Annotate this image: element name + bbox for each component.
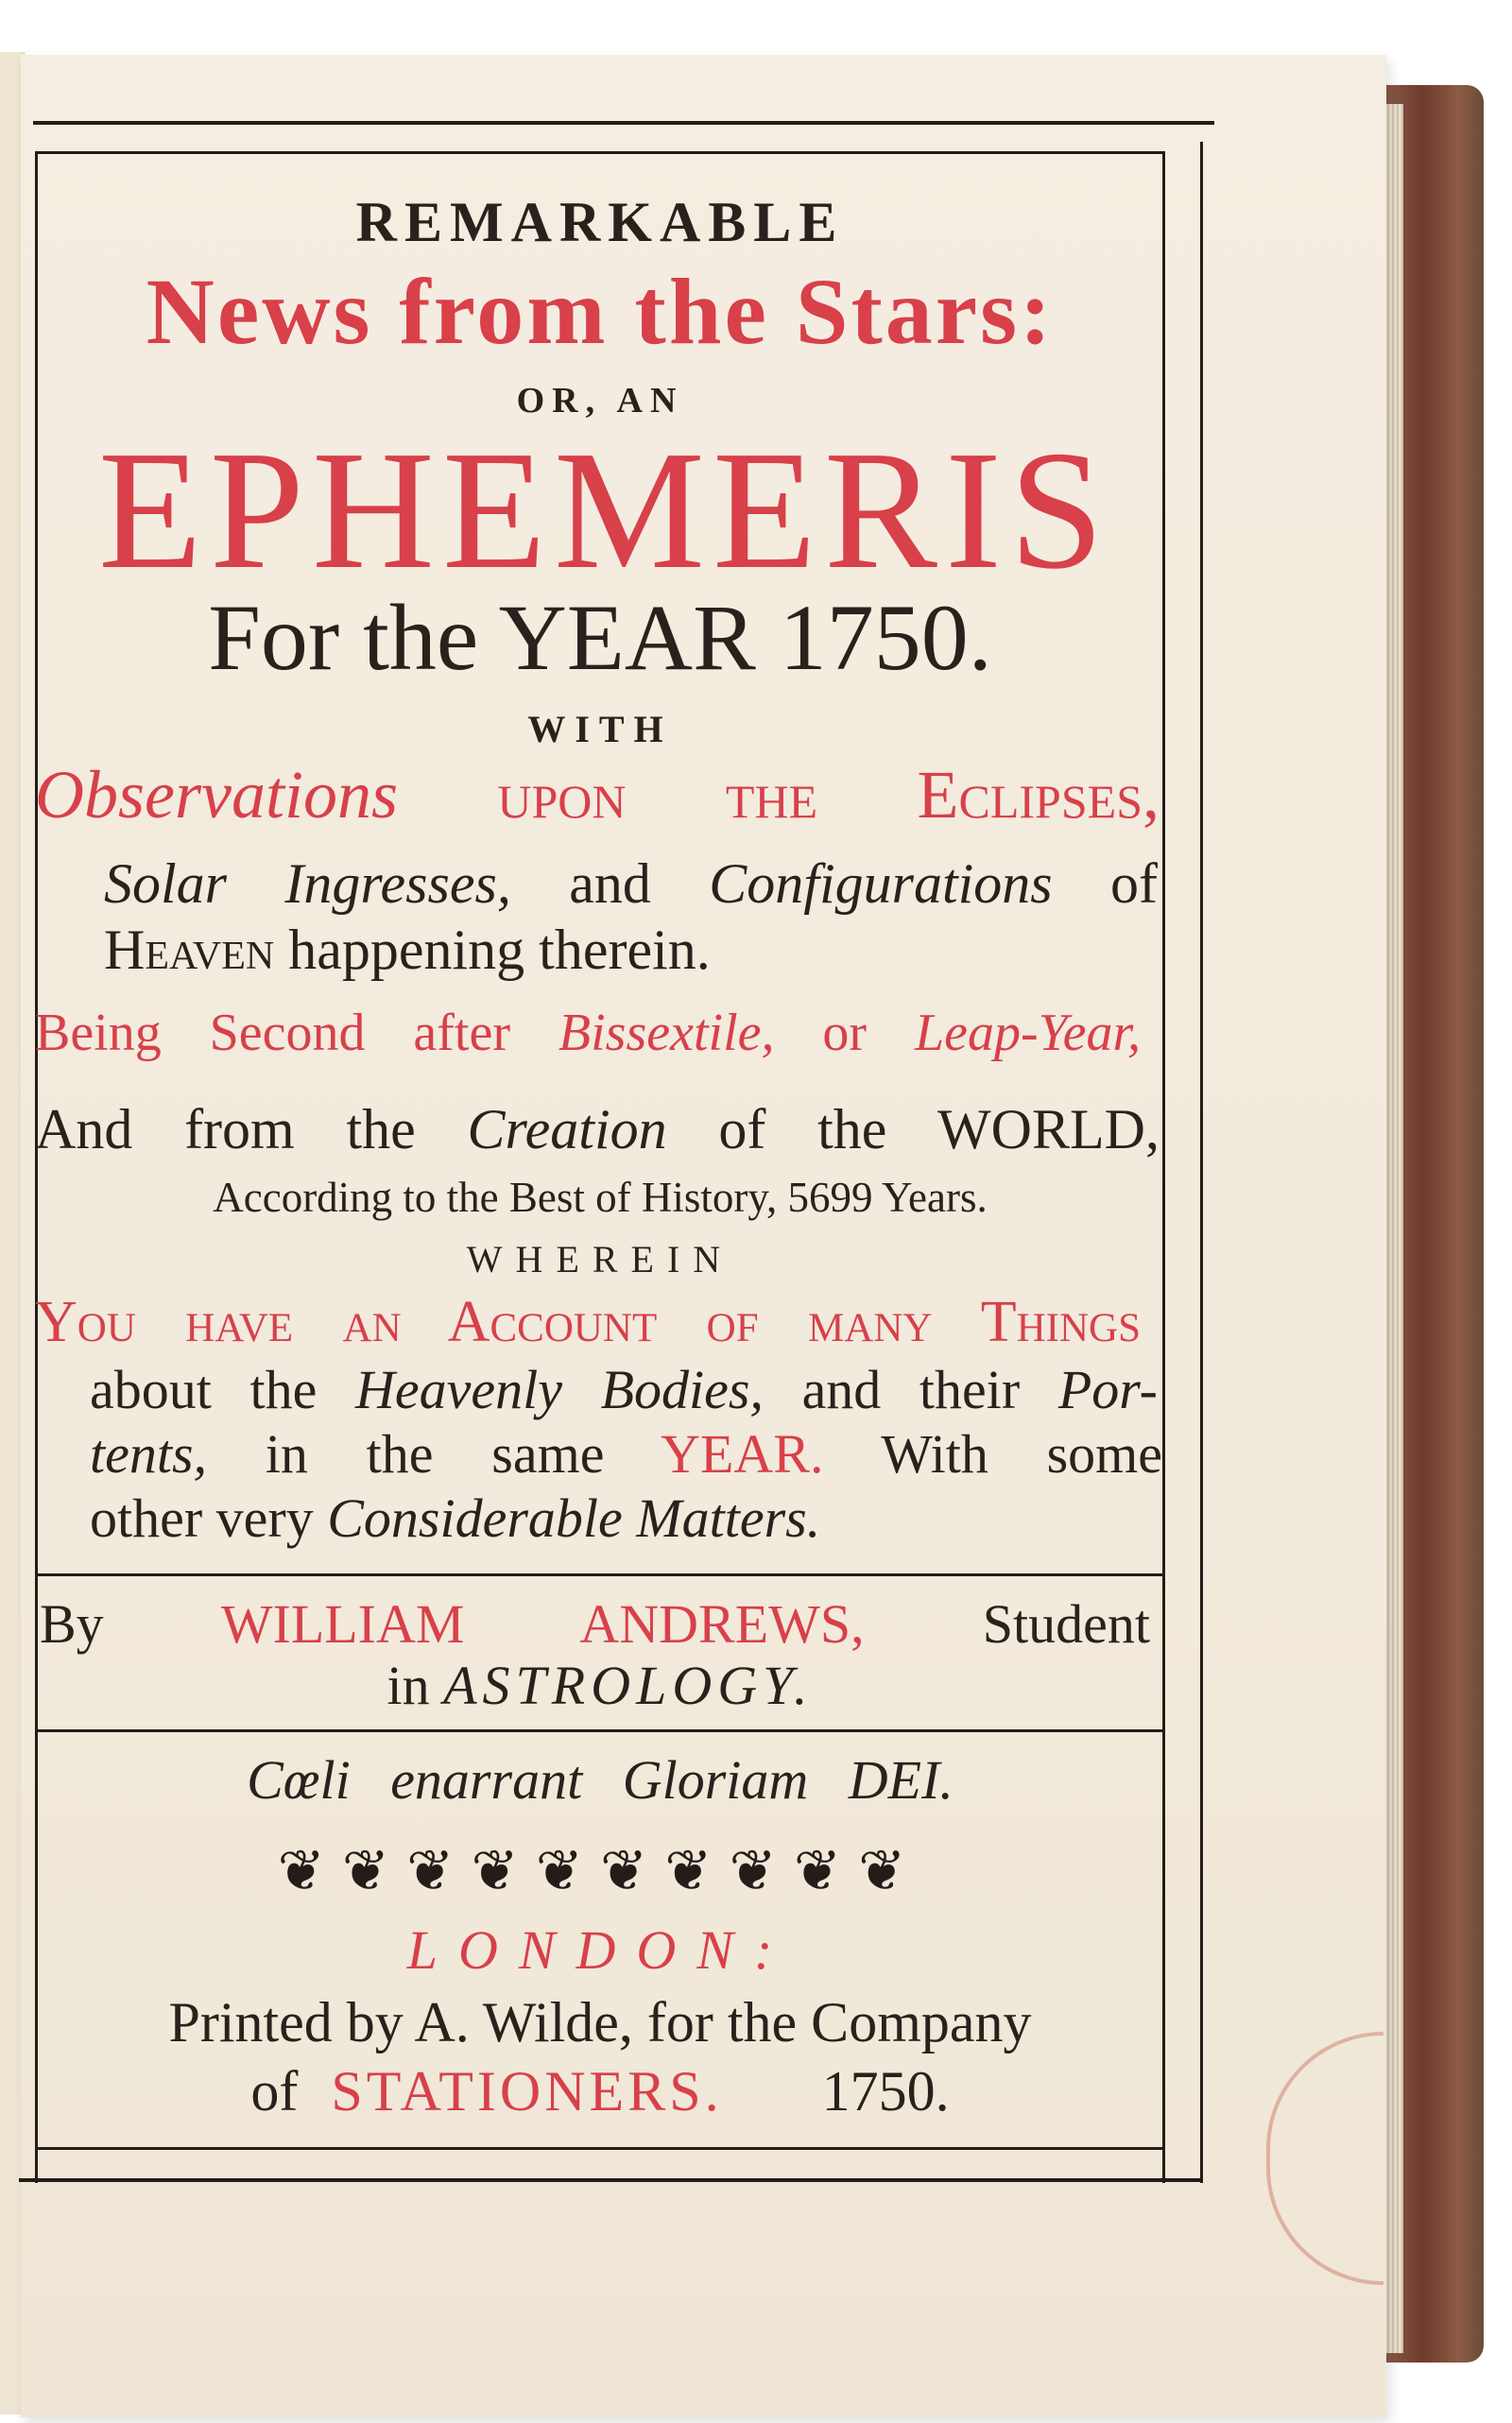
in-the-same: in the same (265, 1423, 605, 1485)
or-an: OR, AN (516, 381, 684, 421)
author-name: WILLIAM ANDREWS, (220, 1593, 865, 1655)
upon-eclipses: upon the Eclipses, (497, 757, 1160, 833)
account-line: You have an Account of many Things (35, 1290, 1141, 1354)
by: By (40, 1593, 104, 1655)
in: in (387, 1655, 430, 1716)
heaven-line (104, 919, 711, 981)
bottom-rule (19, 2178, 1200, 2182)
divider-author (35, 1573, 1165, 1576)
and-their: and their (801, 1359, 1021, 1420)
creation-line (35, 1098, 1160, 1160)
imprint-line2 (35, 2060, 1165, 2122)
london: LONDON: (406, 1919, 794, 1981)
of: of (250, 2060, 299, 2122)
imprint-year: 1750. (821, 2060, 950, 2122)
being-second: Being Second after (35, 1004, 510, 1062)
observations-line (35, 757, 1160, 833)
news-from-stars: News from the Stars: (146, 259, 1055, 364)
leap-year: Leap-Year, (914, 1004, 1142, 1062)
por: Por- (1057, 1359, 1158, 1420)
matters-line (90, 1487, 821, 1549)
ephemeris: EPHEMERIS (97, 416, 1112, 604)
outer-right-rule (1200, 142, 1203, 2183)
solar-ingresses: Solar Ingresses, (104, 852, 511, 915)
with-some: With some (881, 1423, 1163, 1485)
considerable-matters: Considerable Matters. (327, 1487, 821, 1549)
observations: Observations (35, 757, 398, 833)
and-from-the: And from the (35, 1098, 416, 1160)
author-line (40, 1593, 1151, 1655)
solar-ingresses-line (104, 852, 1159, 915)
of-the-world: of the WORLD, (718, 1098, 1160, 1160)
happening-therein: happening therein. (288, 919, 711, 981)
tents: tents, (90, 1423, 208, 1485)
about-the: about the (90, 1359, 318, 1420)
ornament-band: ❦❦❦❦❦❦❦❦❦❦ (277, 1840, 923, 1902)
for-the-year: For the YEAR 1750. (208, 585, 992, 690)
astrology-line (35, 1655, 1165, 1716)
wherein: WHEREIN (466, 1238, 734, 1280)
of: of (1110, 852, 1159, 915)
remarkable: REMARKABLE (355, 191, 845, 253)
student: Student (982, 1593, 1151, 1655)
and: and (569, 852, 651, 915)
portents-line (90, 1423, 1163, 1485)
top-rule (33, 121, 1214, 125)
imprint-line1: Printed by A. Wilde, for the Company (168, 1991, 1032, 2054)
heaven: Heaven (104, 919, 275, 981)
according-line: According to the Best of History, 5699 Years. (213, 1174, 988, 1221)
heavenly-bodies-line (90, 1359, 1158, 1420)
configurations: Configurations (709, 852, 1053, 915)
other-very: other very (90, 1487, 314, 1549)
divider-motto (35, 1729, 1165, 1732)
astrology: ASTROLOGY. (443, 1655, 814, 1716)
frame-top (35, 151, 1165, 154)
bissextile: Bissextile, (558, 1004, 775, 1062)
or: or (822, 1004, 868, 1062)
year: YEAR. (661, 1423, 824, 1485)
stationers: STATIONERS. (331, 2060, 723, 2122)
heavenly-bodies: Heavenly Bodies, (354, 1359, 764, 1420)
creation: Creation (467, 1098, 667, 1160)
with: WITH (527, 708, 673, 750)
frame-bottom (35, 2147, 1165, 2150)
being-second-line (35, 1004, 1142, 1062)
motto: Cœli enarrant Gloriam DEI. (247, 1749, 954, 1811)
